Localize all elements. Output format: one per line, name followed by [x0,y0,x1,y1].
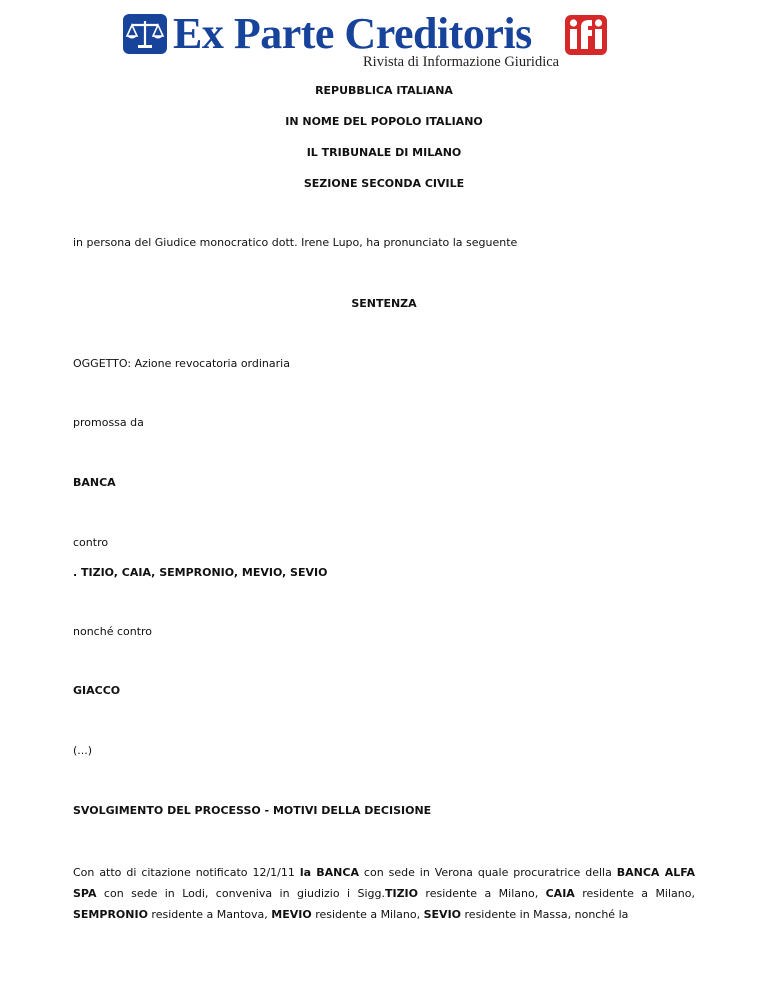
paragraph-run: con sede in Verona quale procuratrice della [358,866,617,879]
plaintiff-name: BANCA [73,476,116,489]
other-defendant: GIACCO [73,684,121,697]
object-line: OGGETTO: Azione revocatoria ordinaria [73,357,290,370]
paragraph-run: SEMPRONIO [73,908,148,921]
paragraph-run: residente a Milano, [574,887,695,900]
paragraph-run: residente a Milano, [418,887,546,900]
body-paragraph [73,862,695,925]
scales-of-justice-icon [123,14,167,54]
also-against-label: nonché contro [73,625,153,638]
paragraph-run: residente a Mantova, [147,908,272,921]
defendants-list: . TIZIO, CAIA, SEMPRONIO, MEVIO, SEVIO [73,566,328,579]
paragraph-run: Con atto di citazione notificato 12/1/11 [73,866,300,879]
section-title: SVOLGIMENTO DEL PROCESSO - MOTIVI DELLA DECISIONE [73,804,432,817]
paragraph-run: con sede in Lodi, conveniva in giudizio i Sigg. [96,887,385,900]
against-label: contro [73,536,109,549]
paragraph-run: BANCA ALFA SPA [73,866,695,900]
omission-marker: (...) [73,744,93,757]
paragraph-run: MEVIO [271,908,312,921]
paragraph-run: TIZIO [384,887,419,900]
paragraph-run: residente in Massa, nonché la [461,908,629,921]
paragraph-run: CAIA [545,887,575,900]
heading-section: SEZIONE SECONDA CIVILE [303,177,465,190]
heading-republic: REPUBBLICA ITALIANA [315,84,453,97]
promoted-by: promossa da [73,416,144,429]
heading-court: IL TRIBUNALE DI MILANO [306,146,462,159]
intro-text: in persona del Giudice monocratico dott. Irene Lupo, ha pronunciato la seguente [73,236,518,249]
epc-monogram-icon [565,15,607,55]
paragraph-run: residente a Milano, [311,908,424,921]
masthead [123,9,613,74]
masthead-subtitle: Rivista di Informazione Giuridica [363,54,560,70]
heading-people: IN NOME DEL POPOLO ITALIANO [285,115,483,128]
paragraph-run: la BANCA [299,866,359,879]
sentence-title: SENTENZA [351,297,417,310]
paragraph-run: SEVIO [423,908,462,921]
masthead-title: Ex Parte Creditoris [173,9,532,58]
